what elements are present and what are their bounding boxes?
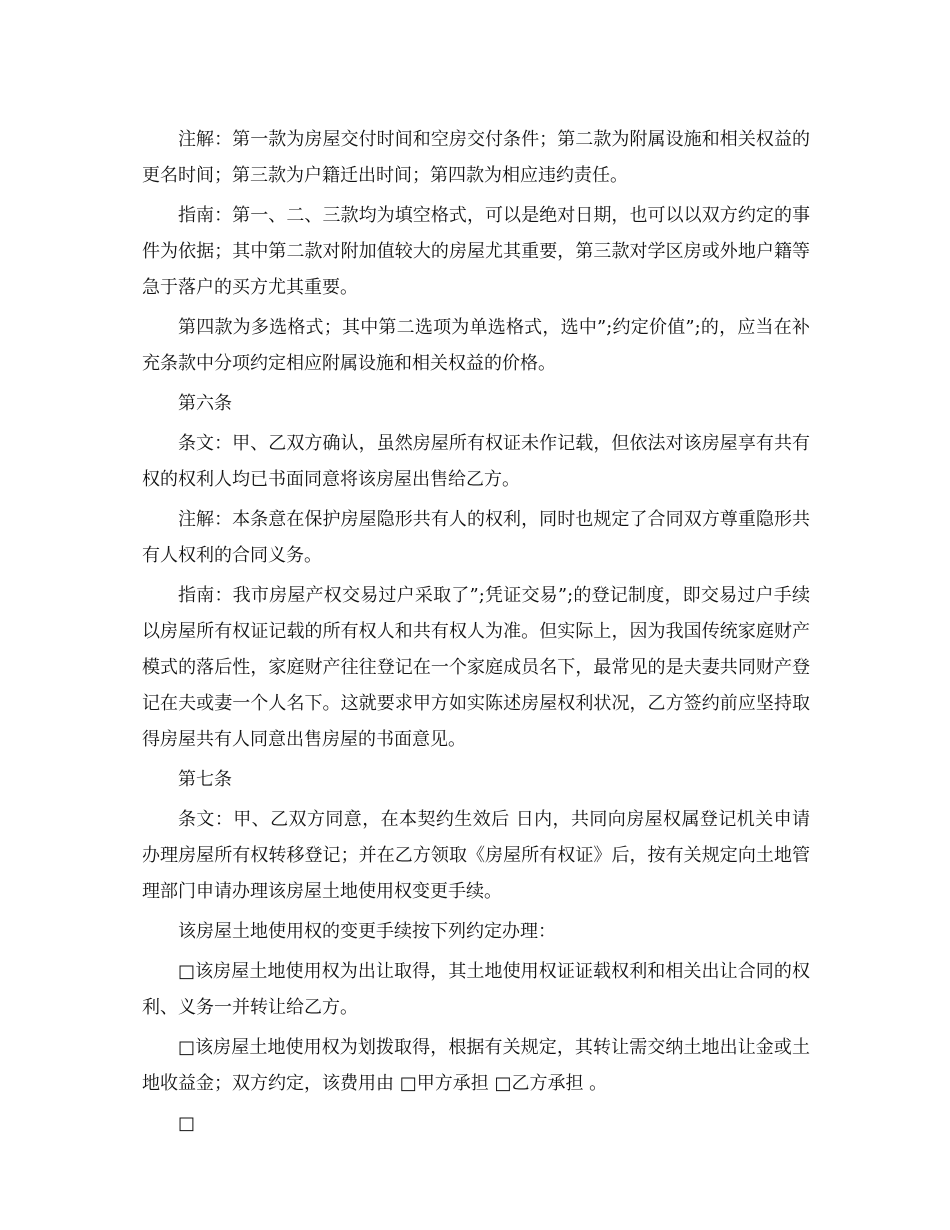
checkbox-option-paragraph: □该房屋土地使用权为出让取得，其土地使用权证证载权利和相关出让合同的权利、义务一并转让给乙方。 (142, 961, 810, 1018)
note-paragraph: 注解：本条意在保护房屋隐形共有人的权利，同时也规定了合同双方尊重隐形共有人权利的合同义务。 (142, 509, 810, 566)
checkbox-option-paragraph: □ (178, 1113, 196, 1134)
article-heading: 第六条 (178, 393, 232, 414)
guide-paragraph: 指南：我市房屋产权交易过户采取了”;凭证交易”;的登记制度，即交易过户手续以房屋所有权证记载的所有权人和共有权人为准。但实际上，因为我国传统家庭财产模式的落后性，家庭财产往往登记在一个家庭成员名下，最常见的是夫妻共同财产登记在夫或妻一个人名下。这就要求甲方如实陈述房屋权利状况，乙方签约前应坚持取得房屋共有人同意出售房屋的书面意见。 (142, 585, 810, 750)
checkbox-option-paragraph: □该房屋土地使用权为划拨取得，根据有关规定，其转让需交纳土地出让金或土地收益金；双方约定，该费用由 □甲方承担 □乙方承担 。 (142, 1037, 810, 1094)
body-paragraph: 该房屋土地使用权的变更手续按下列约定办理： (178, 921, 556, 942)
document-page (142, 122, 810, 1146)
note-paragraph: 注解：第一款为房屋交付时间和空房交付条件；第二款为附属设施和相关权益的更名时间；第三款为户籍迁出时间；第四款为相应违约责任。 (142, 129, 810, 186)
article-text-paragraph: 条文：甲、乙双方确认，虽然房屋所有权证未作记载，但依法对该房屋享有共有权的权利人均已书面同意将该房屋出售给乙方。 (142, 433, 810, 490)
article-heading: 第七条 (178, 769, 232, 790)
guide-paragraph: 指南：第一、二、三款均为填空格式，可以是绝对日期，也可以以双方约定的事件为依据；其中第二款对附加值较大的房屋尤其重要，第三款对学区房或外地户籍等急于落户的买方尤其重要。 (142, 205, 810, 298)
guide-paragraph: 第四款为多选格式；其中第二选项为单选格式，选中”;约定价值”;的，应当在补充条款中分项约定相应附属设施和相关权益的价格。 (142, 317, 810, 374)
article-text-paragraph: 条文：甲、乙双方同意，在本契约生效后 日内，共同向房屋权属登记机关申请办理房屋所有权转移登记；并在乙方领取《房屋所有权证》后，按有关规定向土地管理部门申请办理该房屋土地使用权变更手续。 (142, 809, 810, 902)
